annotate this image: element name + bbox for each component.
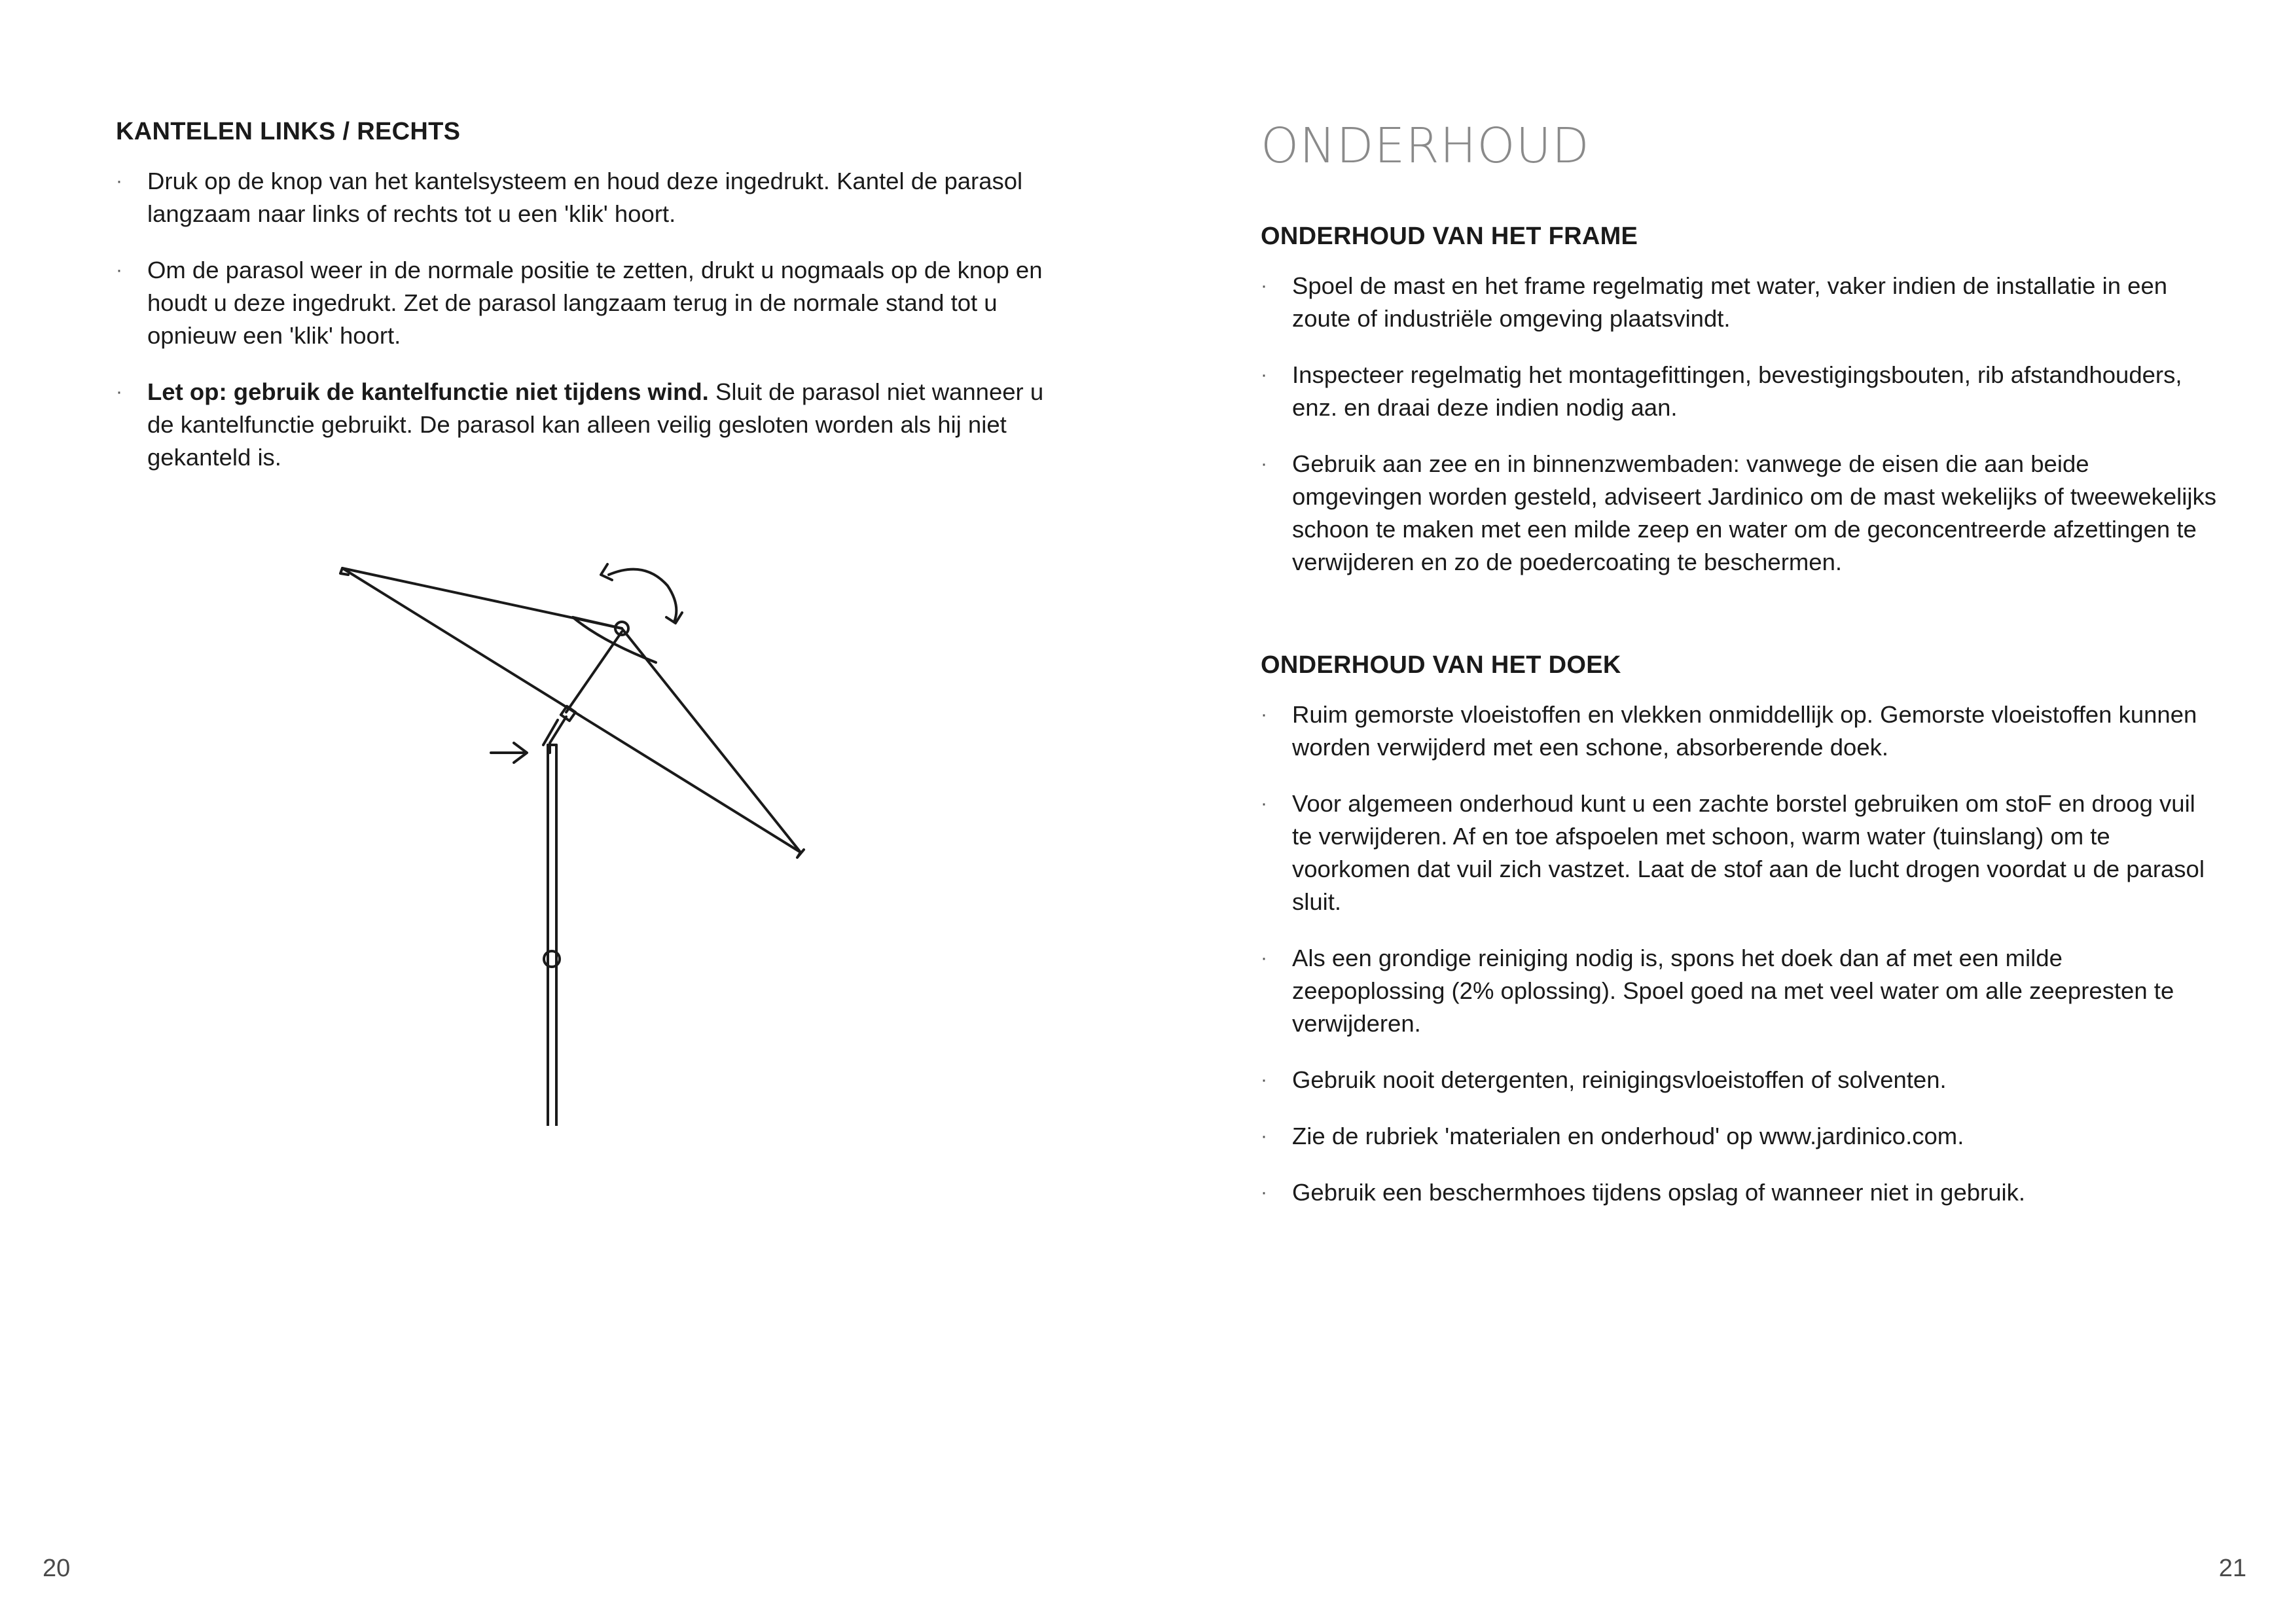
section-heading-frame: ONDERHOUD VAN HET FRAME <box>1261 223 1638 250</box>
left-page <box>0 0 1144 1624</box>
bullet-dot: · <box>1261 1125 1267 1147</box>
frame-maintenance-list <box>1261 270 2216 602</box>
right-page <box>1144 0 2289 1624</box>
list-item: · Voor algemeen onderhoud kunt u een zachte borstel gebruiken om stoF en droog vuil te verwijderen. Af en toe afspoelen met schoon, warm water (tuinslang) om te voorkomen dat vuil zich vastzet. Laat de stof aan de lucht drogen voordat u de parasol sluit. <box>1261 787 2216 918</box>
bullet-dot: · <box>1261 704 1267 725</box>
bullet-dot: · <box>1261 364 1267 386</box>
bullet-dot: · <box>1261 947 1267 969</box>
list-item-warning: · Let op: gebruik de kantelfunctie niet tijdens wind. Sluit de parasol niet wanneer u de kantelfunctie gebruikt. De parasol kan alleen veilig gesloten worden als hij niet gekanteld is. <box>116 376 1045 474</box>
list-item: · Ruim gemorste vloeistoffen en vlekken onmiddellijk op. Gemorste vloeistoffen kunnen worden verwijderd met een schone, absorberende doek. <box>1261 698 2216 764</box>
section-heading-cloth: ONDERHOUD VAN HET DOEK <box>1261 651 1621 679</box>
bullet-dot: · <box>116 259 122 281</box>
cloth-maintenance-list <box>1261 698 2216 1233</box>
bullet-dot: · <box>1261 793 1267 814</box>
list-item: · Spoel de mast en het frame regelmatig met water, vaker indien de installatie in een zoute of industriële omgeving plaatsvindt. <box>1261 270 2216 335</box>
list-item: · Inspecteer regelmatig het montagefittingen, bevestigingsbouten, rib afstandhouders, enz. en draai deze indien nodig aan. <box>1261 359 2216 424</box>
bullet-dot: · <box>116 170 122 192</box>
tilt-instructions-list <box>116 165 1045 497</box>
page-title: ONDERHOUD <box>1261 118 1590 174</box>
bullet-dot: · <box>1261 1182 1267 1203</box>
list-item: · Zie de rubriek 'materialen en onderhoud' op www.jardinico.com. <box>1261 1120 2216 1153</box>
list-item: · Gebruik nooit detergenten, reinigingsvloeistoffen of solventen. <box>1261 1064 2216 1096</box>
list-item: · Om de parasol weer in de normale positie te zetten, drukt u nogmaals op de knop en houdt u deze ingedrukt. Zet de parasol langzaam terug in de normale stand tot u opnieuw een 'klik' hoort. <box>116 254 1045 352</box>
tilted-parasol-icon <box>314 537 838 1126</box>
bullet-dot: · <box>1261 275 1267 297</box>
warning-text: Let op: gebruik de kantelfunctie niet tijdens wind. <box>147 378 709 405</box>
list-item: · Als een grondige reiniging nodig is, spons het doek dan af met een milde zeepoplossing (2% oplossing). Spoel goed na met veel water om alle zeepresten te verwijderen. <box>1261 942 2216 1040</box>
section-heading-tilt: KANTELEN LINKS / RECHTS <box>116 118 461 145</box>
bullet-dot: · <box>1261 453 1267 475</box>
page-number-left: 20 <box>43 1555 71 1582</box>
page-number-right: 21 <box>2218 1555 2246 1582</box>
bullet-dot: · <box>116 381 122 403</box>
list-item: · Druk op de knop van het kantelsysteem en houd deze ingedrukt. Kantel de parasol langzaam naar links of rechts tot u een 'klik' hoort. <box>116 165 1045 230</box>
list-item: · Gebruik aan zee en in binnenzwembaden: vanwege de eisen die aan beide omgevingen worden gesteld, adviseert Jardinico om de mast wekelijks of tweewekelijks schoon te maken met een milde zeep en water om de geconcentreerde afzettingen te verwijderen en zo de poedercoating te beschermen. <box>1261 448 2216 579</box>
bullet-dot: · <box>1261 1069 1267 1091</box>
list-item: · Gebruik een beschermhoes tijdens opslag of wanneer niet in gebruik. <box>1261 1176 2216 1209</box>
